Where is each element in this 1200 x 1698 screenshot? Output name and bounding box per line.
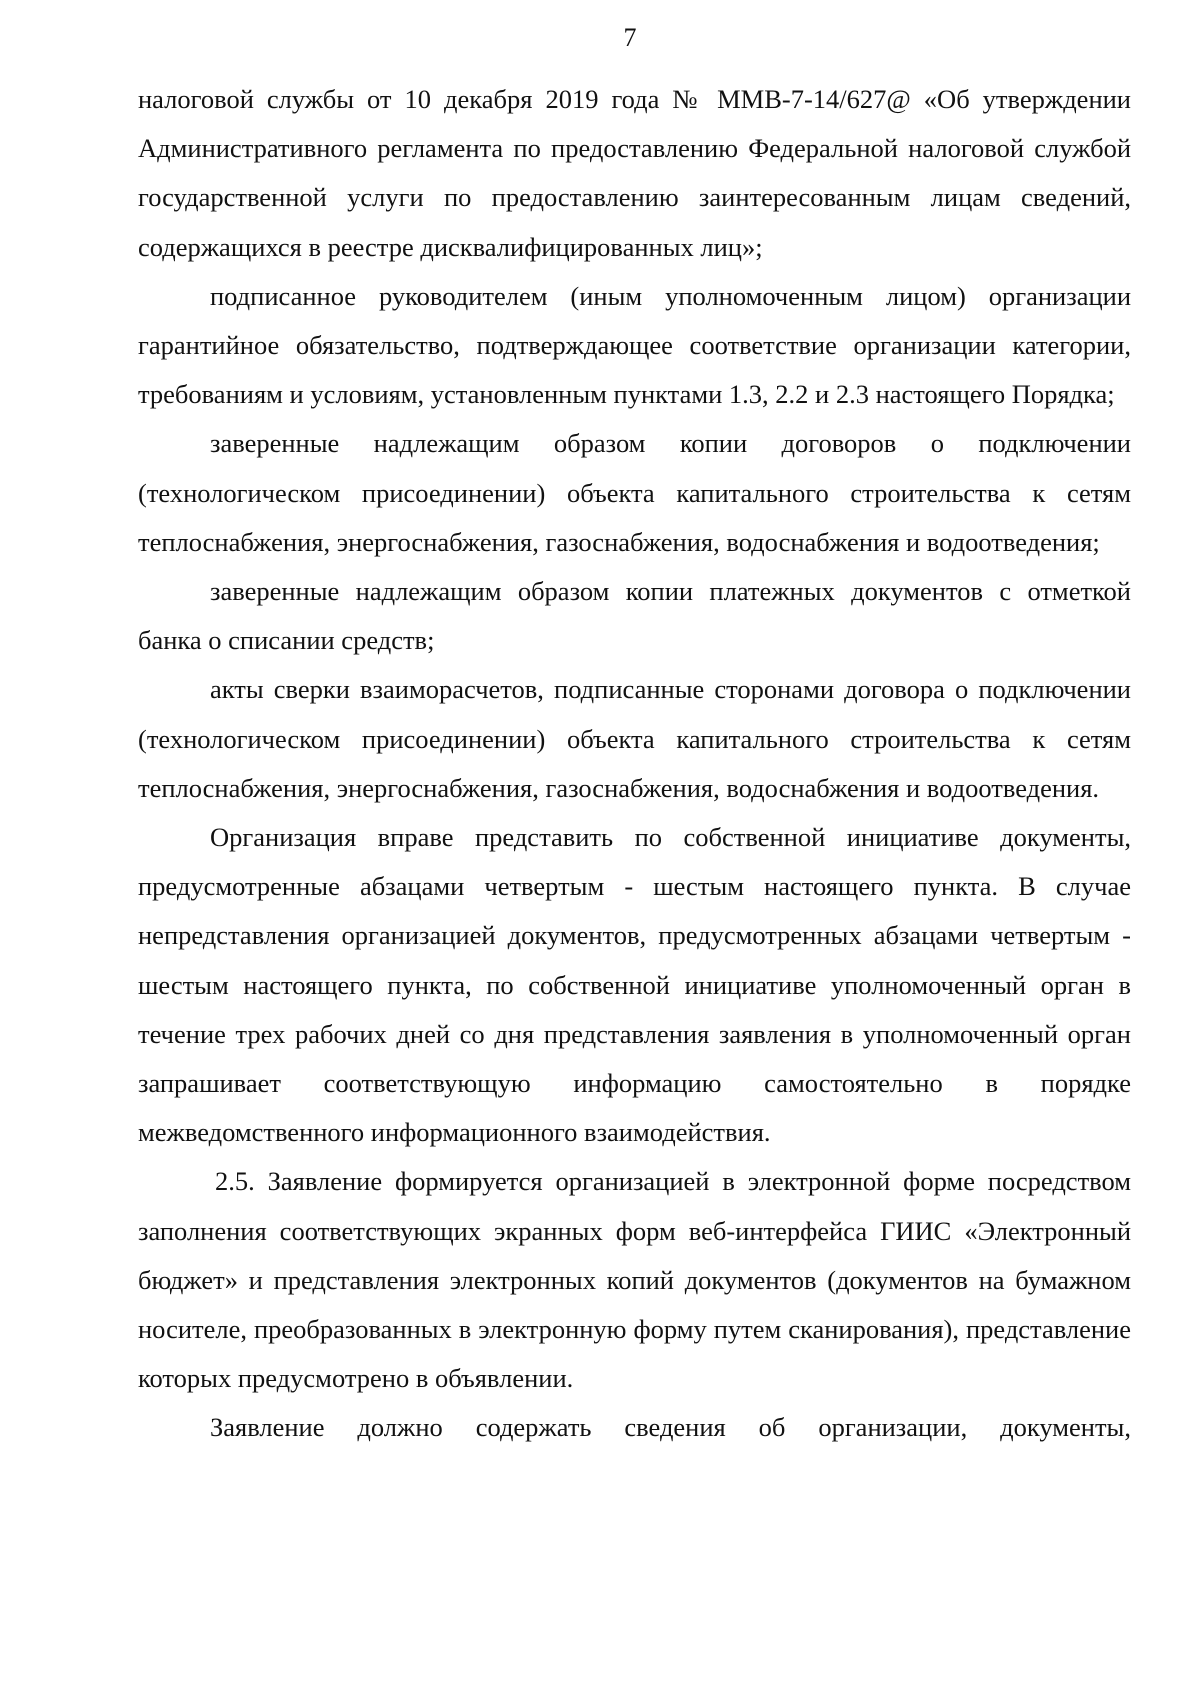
- paragraph-8: Заявление должно содержать сведения об организации, документы,: [210, 1412, 1131, 1443]
- paragraph-5: акты сверки взаиморасчетов, подписанные сторонами договора о подключении (технологическом присоединении) объекта капитального строительства к сетям теплоснабжения, энергоснабжения, газоснабжения, водоснабжения и водоотведения.: [138, 674, 1131, 803]
- document-body: [138, 75, 1131, 1453]
- page-number: 7: [623, 23, 637, 52]
- paragraph-4: заверенные надлежащим образом копии платежных документов с отметкой банка о списании средств;: [138, 576, 1131, 656]
- paragraph-1: налоговой службы от 10 декабря 2019 года № ММВ-7-14/627@ «Об утверждении Административного регламента по предоставлению Федеральной налоговой службой государственной услуги по предоставлению заинтересованным лицам сведений, содержащихся в реестре дисквалифицированных лиц»;: [138, 84, 1131, 262]
- paragraph-3: заверенные надлежащим образом копии договоров о подключении (технологическом присоединении) объекта капитального строительства к сетям теплоснабжения, энергоснабжения, газоснабжения, водоснабжения и водоотведения;: [138, 428, 1131, 557]
- paragraph-6: Организация вправе представить по собственной инициативе документы, предусмотренные абзацами четвертым - шестым настоящего пункта. В случае непредставления организацией документов, предусмотренных абзацами четвертым - шестым настоящего пункта, по собственной инициативе уполномоченный орган в течение трех рабочих дней со дня представления заявления в уполномоченный орган запрашивает соответствующую информацию самостоятельно в порядке межведомственного информационного взаимодействия.: [138, 822, 1131, 1148]
- paragraph-2: подписанное руководителем (иным уполномоченным лицом) организации гарантийное обязательство, подтверждающее соответствие организации категории, требованиям и условиям, установленным пунктами 1.3, 2.2 и 2.3 настоящего Порядка;: [138, 280, 1131, 410]
- paragraph-7: 2.5. Заявление формируется организацией в электронной форме посредством заполнения соответствующих экранных форм веб-интерфейса ГИИС «Электронный бюджет» и представления электронных копий документов (документов на бумажном носителе, преобразованных в электронную форму путем сканирования), представление которых предусмотрено в объявлении.: [138, 1166, 1131, 1394]
